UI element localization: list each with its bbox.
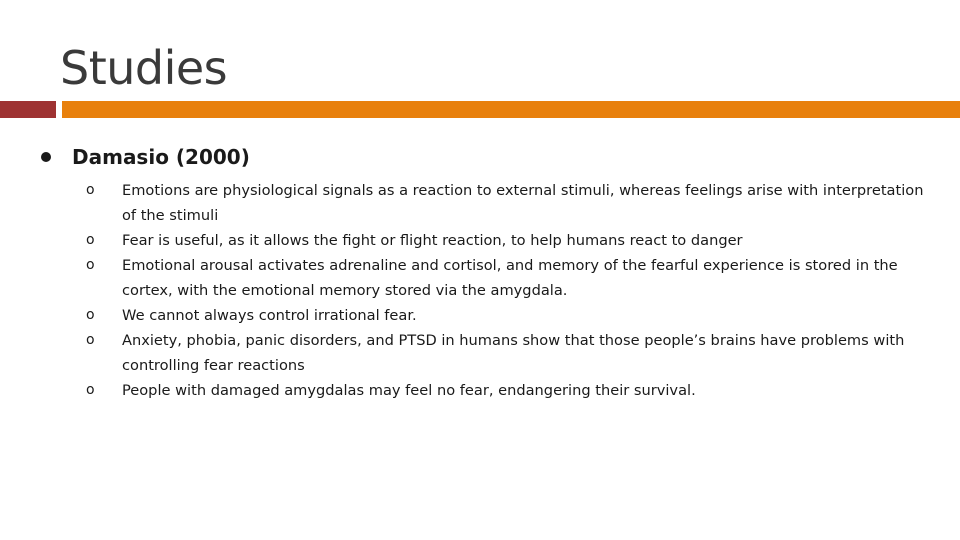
slide-title: Studies <box>60 41 228 95</box>
sub-bullet-text: We cannot always control irrational fear. <box>122 307 417 324</box>
sub-bullet-item <box>36 303 936 328</box>
sub-bullet-text: Anxiety, phobia, panic disorders, and PTSD in humans show that those people’s brains have problems with controlling fear reactions <box>122 332 905 374</box>
hollow-circle-bullet-icon: o <box>86 382 95 398</box>
sub-bullet-item <box>36 253 936 303</box>
bullet-dot-icon <box>41 152 51 162</box>
sub-bullet-text: People with damaged amygdalas may feel no fear, endangering their survival. <box>122 382 696 399</box>
hollow-circle-bullet-icon: o <box>86 232 95 248</box>
sub-bullet-item <box>36 378 936 403</box>
hollow-circle-bullet-icon: o <box>86 332 95 348</box>
title-rule <box>62 101 960 118</box>
bullet-heading: Damasio (2000) <box>72 145 250 169</box>
hollow-circle-bullet-icon: o <box>86 182 95 198</box>
slide-content <box>36 140 936 403</box>
main-bullet <box>36 140 936 174</box>
sub-bullet-item <box>36 328 936 378</box>
hollow-circle-bullet-icon: o <box>86 307 95 323</box>
sub-bullet-text: Emotional arousal activates adrenaline and cortisol, and memory of the fearful experience is stored in the cortex, with the emotional memory stored via the amygdala. <box>122 257 898 299</box>
sub-bullet-text: Emotions are physiological signals as a reaction to external stimuli, whereas feelings arise with interpretation of the stimuli <box>122 182 924 224</box>
hollow-circle-bullet-icon: o <box>86 257 95 273</box>
sub-bullet-list <box>36 178 936 403</box>
sub-bullet-item <box>36 228 936 253</box>
sub-bullet-item <box>36 178 936 228</box>
title-accent-bar <box>0 101 56 118</box>
sub-bullet-text: Fear is useful, as it allows the fight or flight reaction, to help humans react to danger <box>122 232 743 249</box>
